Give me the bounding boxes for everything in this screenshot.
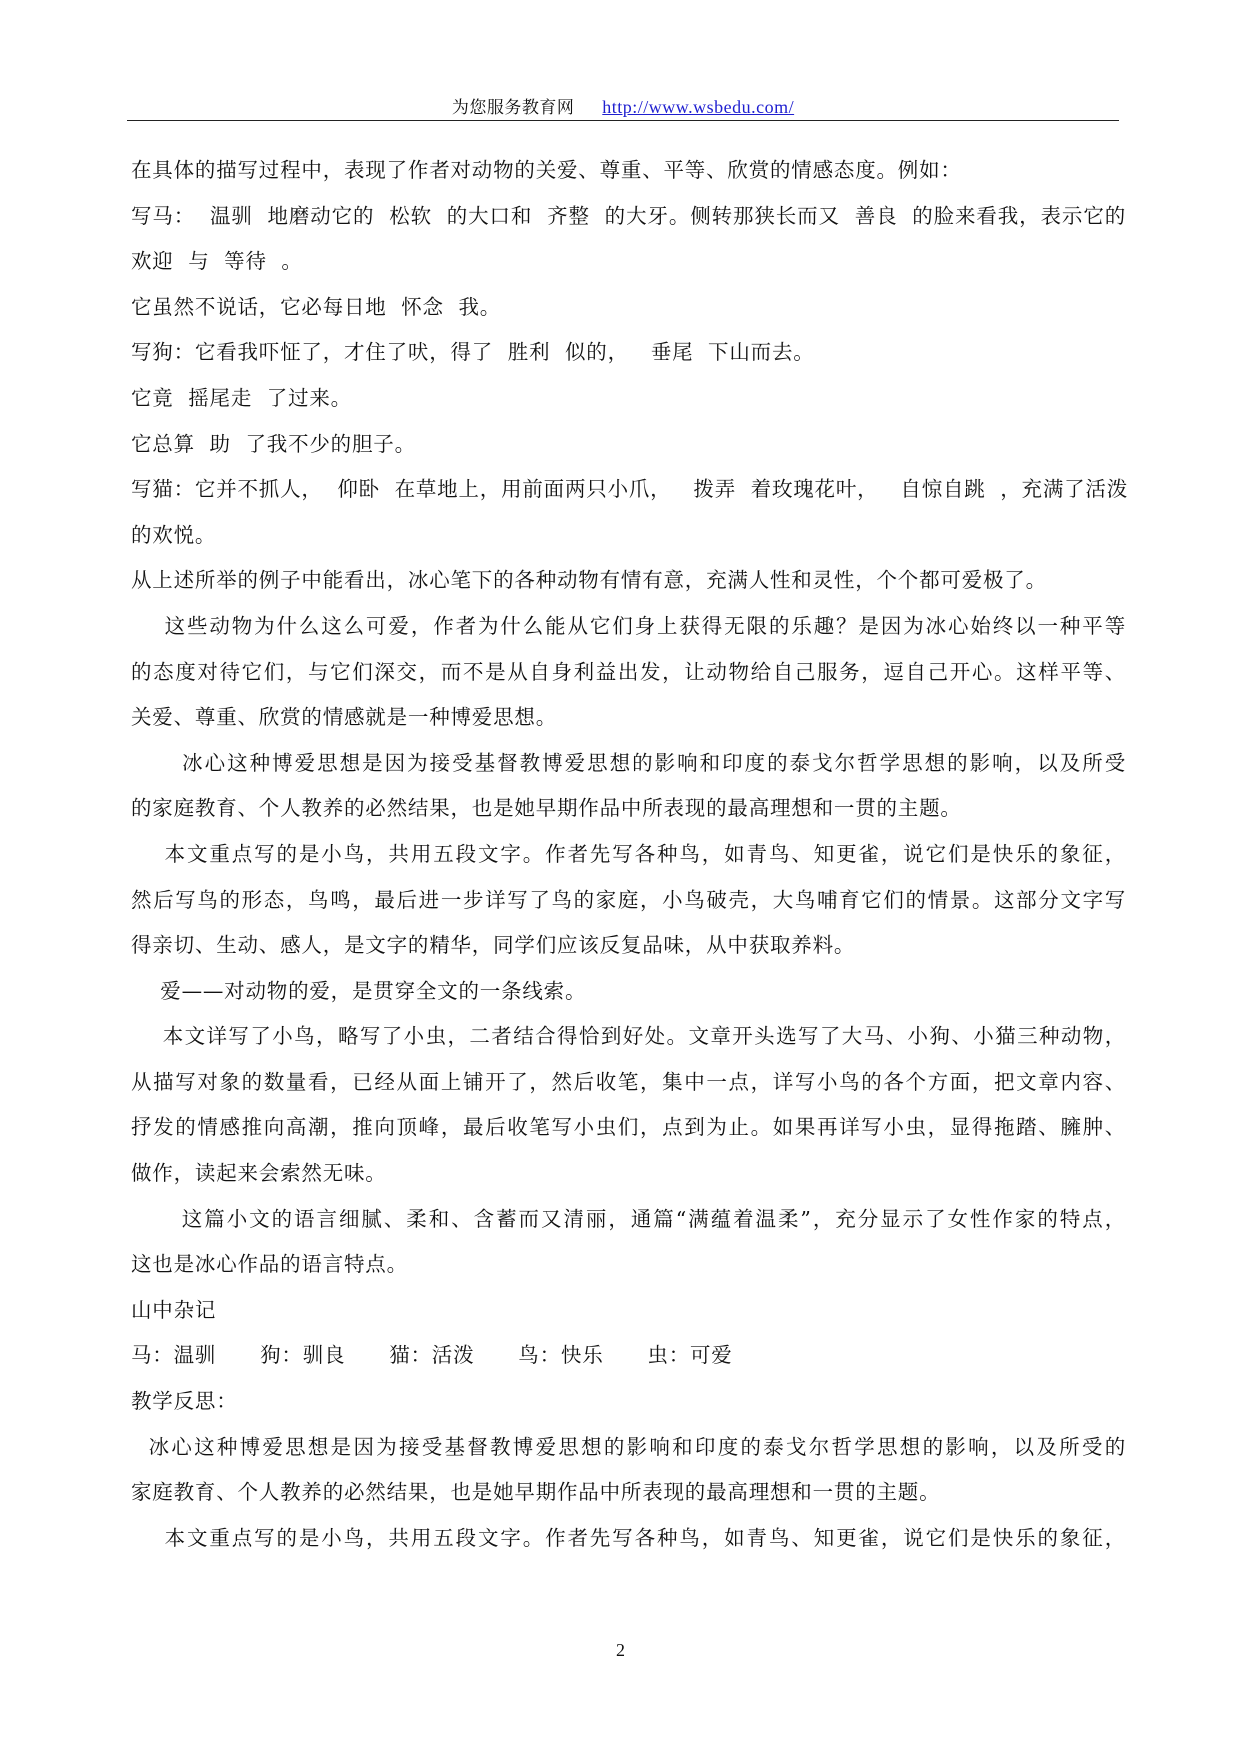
text-line: 欢迎 与 等待 。 [131,249,303,274]
text-line: 爱——对动物的爱，是贯穿全文的一条线索。 [131,978,587,1003]
text-line: 这些动物为什么这么可爱，作者为什么能从它们身上获得无限的乐趣？是因为冰心始终以一种平等 [131,613,1126,638]
text-line: 山中杂记 [131,1297,217,1322]
text-line: 写猫：它并不抓人， 仰卧 在草地上，用前面两只小爪， 拨弄 着玫瑰花叶， 自惊自跳 ，充满了活泼 [131,477,1129,502]
text-line: 从上述所举的例子中能看出，冰心笔下的各种动物有情有意，充满人性和灵性，个个都可爱极了。 [131,568,1047,593]
site-name: 为您服务教育网 [451,98,575,118]
text-line: 然后写鸟的形态，鸟鸣，最后进一步详写了鸟的家庭，小鸟破壳，大鸟哺育它们的情景。这部分文字写 [131,887,1126,912]
text-line: 本文重点写的是小鸟，共用五段文字。作者先写各种鸟，如青鸟、知更雀，说它们是快乐的象征， [131,1525,1126,1550]
text-line: 它虽然不说话，它必每日地 怀念 我。 [131,294,502,319]
page-header [127,94,1119,120]
text-line: 抒发的情感推向高潮，推向顶峰，最后收笔写小虫们，点到为止。如果再详写小虫，显得拖踏、臃肿、 [131,1115,1126,1140]
text-line: 得亲切、生动、感人，是文字的精华，同学们应该反复品味，从中获取养料。 [131,933,856,958]
text-line: 它竟 摇尾走 了过来。 [131,385,352,410]
text-line: 做作，读起来会索然无味。 [131,1161,387,1186]
text-line: 本文详写了小鸟，略写了小虫，二者结合得恰到好处。文章开头选写了大马、小狗、小猫三种动物， [131,1024,1126,1049]
document-body [131,148,1129,1561]
text-line: 这也是冰心作品的语言特点。 [131,1252,408,1277]
text-line: 的家庭教育、个人教养的必然结果，也是她早期作品中所表现的最高理想和一贯的主题。 [131,796,962,821]
text-line: 的态度对待它们，与它们深交，而不是从自身利益出发，让动物给自己服务，逗自己开心。这样平等、 [131,659,1126,684]
text-line: 写狗：它看我吓怔了，才住了吠，得了 胜利 似的， 垂尾 下山而去。 [131,340,815,365]
text-line: 它总算 助 了我不少的胆子。 [131,431,416,456]
text-line: 从描写对象的数量看，已经从面上铺开了，然后收笔，集中一点，详写小鸟的各个方面，把文章内容、 [131,1069,1126,1094]
header-divider [127,120,1119,121]
text-line: 冰心这种博爱思想是因为接受基督教博爱思想的影响和印度的泰戈尔哲学思想的影响，以及所受的 [131,1434,1126,1459]
text-line: 马：温驯 狗：驯良 猫：活泼 鸟：快乐 虫：可爱 [131,1343,733,1368]
text-line: 家庭教育、个人教养的必然结果，也是她早期作品中所表现的最高理想和一贯的主题。 [131,1480,941,1505]
page-number: 2 [616,1640,625,1660]
text-line: 这篇小文的语言细腻、柔和、含蓄而又清丽，通篇“满蕴着温柔”，充分显示了女性作家的特点， [131,1206,1126,1231]
text-line: 冰心这种博爱思想是因为接受基督教博爱思想的影响和印度的泰戈尔哲学思想的影响，以及所受 [131,750,1126,775]
site-url-link[interactable]: http://www.wsbedu.com/ [602,97,795,117]
text-line: 本文重点写的是小鸟，共用五段文字。作者先写各种鸟，如青鸟、知更雀，说它们是快乐的象征， [131,841,1126,866]
text-line: 在具体的描写过程中，表现了作者对动物的关爱、尊重、平等、欣赏的情感态度。例如： [131,158,962,182]
text-line: 的欢悦。 [131,522,217,547]
text-line: 写马： 温驯 地磨动它的 松软 的大口和 齐整 的大牙。侧转那狭长而又 善良 的脸来看我，表示它的 [131,203,1126,228]
text-line: 教学反思： [131,1389,238,1414]
text-line: 关爱、尊重、欣赏的情感就是一种博爱思想。 [131,705,557,730]
